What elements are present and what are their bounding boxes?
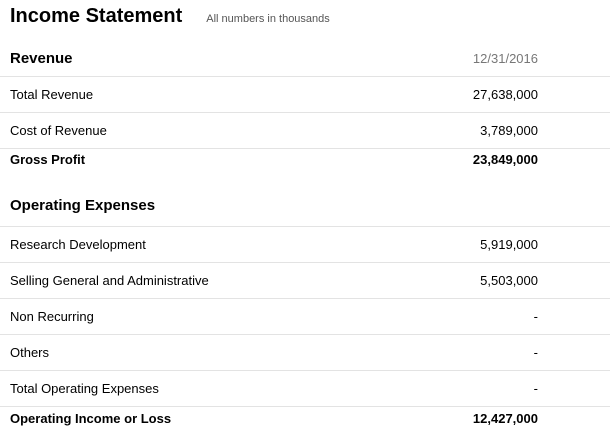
row-label: Research Development [10, 237, 146, 252]
row-label: Total Operating Expenses [10, 381, 159, 396]
row-value: - [533, 345, 538, 360]
row-value: 3,789,000 [480, 123, 538, 138]
row-label: Gross Profit [10, 151, 86, 167]
page-title: Income Statement [10, 5, 183, 27]
revenue-section-header [0, 44, 610, 72]
table-row-non-recurring [0, 299, 610, 334]
section-title-revenue: Revenue [10, 49, 73, 67]
row-label: Total Revenue [10, 87, 94, 102]
table-row-total-operating-expenses [0, 371, 610, 406]
period-date: 12/31/2016 [472, 50, 538, 66]
table-row-operating-income [0, 407, 610, 429]
section-title-operating: Operating Expenses [10, 196, 156, 214]
row-label: Operating Income or Loss [10, 410, 172, 426]
row-value: 23,849,000 [472, 151, 538, 167]
table-row-cost-of-revenue [0, 113, 610, 148]
operating-section-header [0, 190, 610, 220]
row-label: Cost of Revenue [10, 123, 107, 138]
table-row-others [0, 335, 610, 370]
statement-header [10, 5, 330, 31]
table-row-sga [0, 263, 610, 298]
row-value: 12,427,000 [472, 410, 538, 426]
units-note: All numbers in thousands [206, 13, 330, 25]
row-value: - [533, 309, 538, 324]
table-row-total-revenue [0, 77, 610, 112]
row-label: Others [10, 345, 50, 360]
row-value: 5,919,000 [480, 237, 538, 252]
table-row-gross-profit [0, 149, 610, 169]
row-label: Selling General and Administrative [10, 273, 209, 288]
row-label: Non Recurring [10, 309, 94, 324]
row-value: 27,638,000 [472, 87, 538, 102]
row-value: - [533, 381, 538, 396]
row-value: 5,503,000 [480, 273, 538, 288]
table-row-research-development [0, 227, 610, 262]
